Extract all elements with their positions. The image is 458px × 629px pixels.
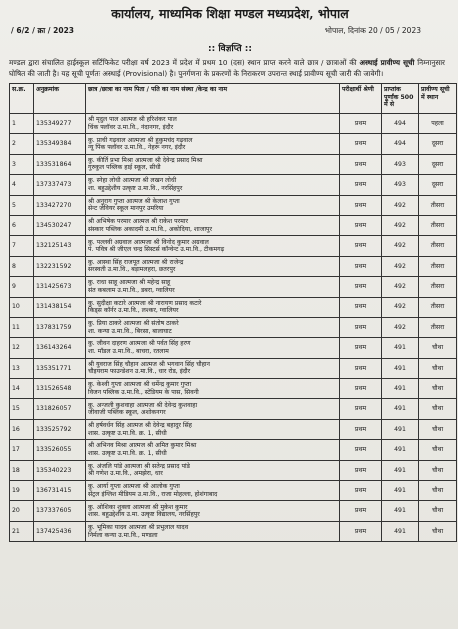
category-cell: प्रथम xyxy=(340,440,382,460)
table-row xyxy=(10,419,457,439)
table-row xyxy=(10,399,457,419)
serial-cell: 10 xyxy=(10,297,34,317)
category-cell: प्रथम xyxy=(340,277,382,297)
rank-cell: चौथा xyxy=(419,399,457,419)
rank-cell: चौथा xyxy=(419,521,457,541)
table-header-row xyxy=(10,84,457,114)
marks-cell: 492 xyxy=(382,195,419,215)
marks-cell: 491 xyxy=(382,440,419,460)
name-cell xyxy=(86,460,340,480)
student-name: कु. अंजलि पांडे आत्मजा श्री सतेन्द्र प्रसाद पांडे xyxy=(88,462,190,470)
category-cell: प्रथम xyxy=(340,215,382,235)
category-cell: प्रथम xyxy=(340,419,382,439)
marks-cell: 492 xyxy=(382,297,419,317)
school-name: शा. मॉडल उ.मा.वि., बाचरा, रतलाम xyxy=(88,347,169,355)
name-cell xyxy=(86,154,340,174)
rank-cell: चौथा xyxy=(419,501,457,521)
name-cell xyxy=(86,501,340,521)
roll-number-cell: 137831759 xyxy=(34,317,86,337)
rank-cell: तीसरा xyxy=(419,195,457,215)
school-name: न्यू पिंक फ्लॉवर उ.मा.वि., नेहरू नगर, इंदौर xyxy=(88,144,186,152)
notice-text-part-2: निम्नानुसार घोषित की जाती है। यह सूची पूर्णतः अस्थाई (Provisional) है। पुनर्गणना के प्रकरणों के निराकरण उपरान्त स्थाई प्रावीण्य सूची जारी की जावेगी। xyxy=(9,58,445,78)
marks-cell: 491 xyxy=(382,379,419,399)
category-cell: प्रथम xyxy=(340,358,382,378)
roll-number-cell: 133526055 xyxy=(34,440,86,460)
roll-number-cell: 137337473 xyxy=(34,175,86,195)
serial-cell: 2 xyxy=(10,134,34,154)
name-cell xyxy=(86,317,340,337)
issue-date: भोपाल, दिनांक 20 / 05 / 2023 xyxy=(324,26,421,35)
category-cell: प्रथम xyxy=(340,338,382,358)
roll-number-cell: 131526548 xyxy=(34,379,86,399)
roll-number-cell: 135340223 xyxy=(34,460,86,480)
roll-number-cell: 132125143 xyxy=(34,236,86,256)
table-row xyxy=(10,481,457,501)
student-name: कु. भूमिका यादव आत्मजा श्री प्रभुलाल यादव xyxy=(88,524,189,531)
name-cell xyxy=(86,195,340,215)
table-row xyxy=(10,215,457,235)
school-name: शास. उत्कृष्ट उ.मा.वि. क्र. 1, सीधी xyxy=(88,449,167,457)
notice-title: :: विज्ञप्ति :: xyxy=(207,44,252,54)
serial-cell: 1 xyxy=(10,114,34,134)
category-cell: प्रथम xyxy=(340,501,382,521)
reference-number: / 6/2 / क्रा / 2023 xyxy=(11,26,75,35)
table-row xyxy=(10,358,457,378)
school-name: सेन्ट जेवियर स्कूल मानपुर उमरिया xyxy=(88,205,164,213)
serial-cell: 12 xyxy=(10,338,34,358)
roll-number-cell: 135349277 xyxy=(34,114,86,134)
school-name: जीवाजी पब्लिक स्कूल, अशोकनगर xyxy=(88,409,166,417)
reference-line xyxy=(9,24,451,38)
rank-cell: पहला xyxy=(419,114,457,134)
school-name: चिंक फ्लॉवर उ.मा.वि., नंदानगर, इंदौर xyxy=(88,123,174,131)
student-name: कु. प्राची गढ़वाल आत्मजा श्री हुकुमचंद गढ़वाल xyxy=(88,136,193,144)
table-row xyxy=(10,175,457,195)
student-name: श्री अनुराग गुप्ता आत्मज श्री केलाश गुप्ता xyxy=(88,197,180,205)
serial-cell: 13 xyxy=(10,358,34,378)
rank-cell: तीसरा xyxy=(419,277,457,297)
serial-cell: 19 xyxy=(10,481,34,501)
student-name: श्री अभिनव मिश्रा आत्मज श्री अमित कुमार मिश्रा xyxy=(88,442,197,450)
name-cell xyxy=(86,114,340,134)
name-cell xyxy=(86,419,340,439)
office-title: कार्यालय, माध्यमिक शिक्षा मण्डल मध्यप्रदेश, भोपाल xyxy=(111,6,349,21)
header-serial: स.क्र. xyxy=(10,84,34,114)
serial-cell: 5 xyxy=(10,195,34,215)
rank-cell: दूसरा xyxy=(419,134,457,154)
category-cell: प्रथम xyxy=(340,317,382,337)
rank-cell: चौथा xyxy=(419,481,457,501)
roll-number-cell: 133531864 xyxy=(34,154,86,174)
student-name: कु. केश्वी गुप्ता आत्मजा श्री धर्मेन्द्र कुमार गुप्ता xyxy=(88,381,192,389)
student-name: कु. स्नेहा लोधी आत्मजा श्री लखन लोधी xyxy=(88,177,177,185)
header-roll: अनुक्रमांक xyxy=(34,84,86,114)
school-name: शा. कन्या उ.मा.वि., बिरसा, बालाघाट xyxy=(88,327,172,335)
student-name: श्री हर्षवर्धन सिंह आत्मज श्री देवेन्द्र बहादुर सिंह xyxy=(88,422,192,430)
header-rank: प्रावीण्य सूची में स्थान xyxy=(419,84,457,114)
name-cell xyxy=(86,236,340,256)
roll-number-cell: 131826057 xyxy=(34,399,86,419)
category-cell: प्रथम xyxy=(340,460,382,480)
serial-cell: 14 xyxy=(10,379,34,399)
rank-cell: चौथा xyxy=(419,460,457,480)
table-row xyxy=(10,379,457,399)
marks-cell: 491 xyxy=(382,358,419,378)
roll-number-cell: 137337605 xyxy=(34,501,86,521)
table-row xyxy=(10,521,457,541)
marks-cell: 491 xyxy=(382,460,419,480)
category-cell: प्रथम xyxy=(340,521,382,541)
notice-text-part-1: मण्डल द्वारा संचालित हाईस्कूल सर्टिफिकेट परीक्षा वर्ष 2023 में प्रदेश में प्रथम 10 (दस) स्थान प्राप्त करने वाले छात्र / छात्राओं की xyxy=(9,58,357,67)
name-cell xyxy=(86,379,340,399)
category-cell: प्रथम xyxy=(340,154,382,174)
rank-cell: दूसरा xyxy=(419,154,457,174)
student-name: कु. ओशिका शुक्ला आत्मजा श्री मुकेश कुमार xyxy=(88,503,188,511)
school-name: विजन पब्लिक उ.मा.वि., स्टेडियम के पास, सिवनी xyxy=(88,388,199,396)
serial-cell: 16 xyxy=(10,419,34,439)
roll-number-cell: 133525792 xyxy=(34,419,86,439)
table-row xyxy=(10,236,457,256)
serial-cell: 9 xyxy=(10,277,34,297)
roll-number-cell: 131438154 xyxy=(34,297,86,317)
marks-cell: 494 xyxy=(382,114,419,134)
roll-number-cell: 134530247 xyxy=(34,215,86,235)
serial-cell: 20 xyxy=(10,501,34,521)
student-name: श्री मृदुल पाल आत्मज श्री हरिशंकर पाल xyxy=(88,116,177,124)
name-cell xyxy=(86,399,340,419)
marks-cell: 491 xyxy=(382,481,419,501)
marks-cell: 493 xyxy=(382,154,419,174)
rank-cell: तीसरा xyxy=(419,256,457,276)
roll-number-cell: 136731415 xyxy=(34,481,86,501)
table-row xyxy=(10,277,457,297)
name-cell xyxy=(86,358,340,378)
table-row xyxy=(10,297,457,317)
category-cell: प्रथम xyxy=(340,114,382,134)
category-cell: प्रथम xyxy=(340,481,382,501)
table-row xyxy=(10,460,457,480)
marks-cell: 491 xyxy=(382,338,419,358)
student-name: कु. अन्जली कुशवाहा आत्मजा श्री देवेन्द्र कुशवाहा xyxy=(88,401,198,409)
student-name: कु. सुदीक्षा कटारे आत्मजा श्री नारायण प्रसाद कटारे xyxy=(88,299,202,307)
student-name: कु. आर्या गुप्ता आत्मजा श्री आलोक गुप्ता xyxy=(88,483,180,491)
serial-cell: 8 xyxy=(10,256,34,276)
serial-cell: 4 xyxy=(10,175,34,195)
rank-cell: चौथा xyxy=(419,379,457,399)
roll-number-cell: 133427270 xyxy=(34,195,86,215)
school-name: गुरुकुल पब्लिक हाई स्कूल, सीधी xyxy=(88,164,161,172)
rank-cell: चौथा xyxy=(419,338,457,358)
name-cell xyxy=(86,277,340,297)
marks-cell: 491 xyxy=(382,399,419,419)
marks-cell: 492 xyxy=(382,317,419,337)
marks-cell: 492 xyxy=(382,236,419,256)
school-name: शास. बहुउद्देशीय उ.मा. उत्कृष्ट विद्यालय, नरसिंहपुर xyxy=(88,511,200,519)
table-row xyxy=(10,195,457,215)
student-name: कु. आस्था सिंह राजपूत आत्मजा श्री राजेन्द्र xyxy=(88,258,184,266)
school-name: सेंट्रल इंग्लिश मीडियम उ.मा.वि., राजा मोहल्ला, होशंगाबाद xyxy=(88,490,218,498)
school-name: श्री गणेश उ.मा.वि., अमझेरा, धार xyxy=(88,470,163,478)
serial-cell: 18 xyxy=(10,460,34,480)
table-row xyxy=(10,134,457,154)
rank-cell: तीसरा xyxy=(419,236,457,256)
name-cell xyxy=(86,134,340,154)
name-cell xyxy=(86,215,340,235)
roll-number-cell: 136143264 xyxy=(34,338,86,358)
name-cell xyxy=(86,256,340,276)
category-cell: प्रथम xyxy=(340,175,382,195)
rank-cell: तीसरा xyxy=(419,317,457,337)
marks-cell: 491 xyxy=(382,419,419,439)
serial-cell: 6 xyxy=(10,215,34,235)
roll-number-cell: 131425673 xyxy=(34,277,86,297)
name-cell xyxy=(86,521,340,541)
school-name: सरस्वती उ.मा.वि., बड़ामलहरा, छतरपुर xyxy=(88,266,176,274)
school-name: किड्स कॉर्नर उ.मा.वि., लश्कर, ग्वालियर xyxy=(88,307,179,315)
notice-highlight: अस्थाई प्रावीण्य सूची xyxy=(359,58,415,67)
table-row xyxy=(10,501,457,521)
header-name: छात्र /छात्रा का नाम पिता / पति का नाम संस्था /केन्द्र का नाम xyxy=(86,84,340,114)
serial-cell: 21 xyxy=(10,521,34,541)
student-name: श्री युवराज सिंह चौहान आत्मज श्री भगवान सिंह चौहान xyxy=(88,360,210,368)
category-cell: प्रथम xyxy=(340,399,382,419)
student-name: कु. कीर्ति प्रभा मिश्रा आत्मजा श्री देवेन्द्र प्रसाद मिश्रा xyxy=(88,156,203,164)
marks-cell: 491 xyxy=(382,501,419,521)
school-name: चौइयराम फाउन्डेशन उ.मा.वि., धार रोड, इंदौर xyxy=(88,368,191,376)
header-category: परीक्षार्थी श्रेणी xyxy=(340,84,382,114)
name-cell xyxy=(86,440,340,460)
roll-number-cell: 137425436 xyxy=(34,521,86,541)
notice-paragraph xyxy=(9,58,451,79)
serial-cell: 11 xyxy=(10,317,34,337)
roll-number-cell: 135349384 xyxy=(34,134,86,154)
name-cell xyxy=(86,481,340,501)
school-name: पं. पवित्र श्री जीएल चन्द्र सिस्टर्स कॉन्वेन्ट उ.मा.वि., टीकमगढ़ xyxy=(88,246,225,254)
serial-cell: 17 xyxy=(10,440,34,460)
table-row xyxy=(10,440,457,460)
student-name: कु. पल्लवी अग्रवाल आत्मजा श्री विनोद कुमार अग्रवाल xyxy=(88,238,209,246)
rank-cell: चौथा xyxy=(419,440,457,460)
school-name: संत कबलाम उ.मा.वि., डबरा, ग्वालियर xyxy=(88,286,175,294)
school-name: निर्मला कन्या उ.मा.वि., मण्डला xyxy=(88,531,158,539)
header-marks: प्राप्तांक पूर्णांक 500 में से xyxy=(382,84,419,114)
rank-cell: तीसरा xyxy=(419,297,457,317)
roll-number-cell: 132231592 xyxy=(34,256,86,276)
serial-cell: 15 xyxy=(10,399,34,419)
school-name: संस्कार पब्लिक अकादमी उ.मा.वि., अकोदिया, शाजापुर xyxy=(88,225,212,233)
student-name: कु. राधा साहू आत्मजा श्री महेन्द्र साहू xyxy=(88,279,171,287)
name-cell xyxy=(86,338,340,358)
marks-cell: 494 xyxy=(382,134,419,154)
marks-cell: 492 xyxy=(382,277,419,297)
roll-number-cell: 135351771 xyxy=(34,358,86,378)
category-cell: प्रथम xyxy=(340,297,382,317)
marks-cell: 491 xyxy=(382,521,419,541)
marks-cell: 493 xyxy=(382,175,419,195)
name-cell xyxy=(86,175,340,195)
rank-cell: दूसरा xyxy=(419,175,457,195)
school-name: शा. बहुउद्देशीय उत्कृष्ट उ.मा.वि., नरसिंहपुर xyxy=(88,184,183,192)
serial-cell: 3 xyxy=(10,154,34,174)
student-name: श्री अभिषेक परमार आत्मज श्री राकेश परमार xyxy=(88,218,188,226)
marks-cell: 492 xyxy=(382,256,419,276)
name-cell xyxy=(86,297,340,317)
rank-cell: चौथा xyxy=(419,419,457,439)
marks-cell: 492 xyxy=(382,215,419,235)
category-cell: प्रथम xyxy=(340,195,382,215)
table-row xyxy=(10,114,457,134)
category-cell: प्रथम xyxy=(340,134,382,154)
table-row xyxy=(10,317,457,337)
school-name: शास. उत्कृष्ट उ.मा.वि. क्र. 1, सीधी xyxy=(88,429,167,437)
category-cell: प्रथम xyxy=(340,379,382,399)
student-name: कु. जीवन दाहरण आत्मजा श्री पर्वत सिंह हरण xyxy=(88,340,191,348)
rank-cell: चौथा xyxy=(419,358,457,378)
table-row xyxy=(10,154,457,174)
student-name: कु. प्रिया ठाकरे आत्मजा श्री संतोष ठाकरे xyxy=(88,320,179,328)
serial-cell: 7 xyxy=(10,236,34,256)
rank-cell: तीसरा xyxy=(419,215,457,235)
category-cell: प्रथम xyxy=(340,236,382,256)
table-row xyxy=(10,256,457,276)
table-row xyxy=(10,338,457,358)
merit-list-table xyxy=(9,83,457,542)
category-cell: प्रथम xyxy=(340,256,382,276)
